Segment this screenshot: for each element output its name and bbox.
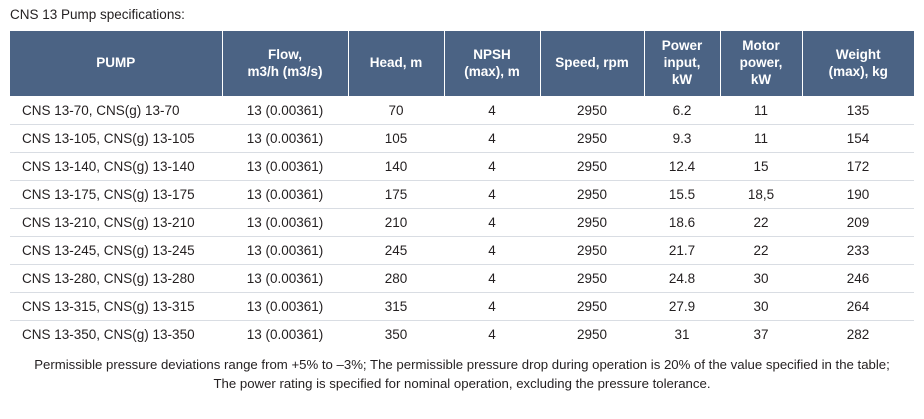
cell-power-input: 12.4 [644, 152, 720, 180]
cell-speed: 2950 [540, 236, 644, 264]
cell-npsh: 4 [444, 208, 540, 236]
cell-flow: 13 (0.00361) [222, 208, 348, 236]
cell-head: 210 [348, 208, 444, 236]
column-header-speed: Speed, rpm [540, 31, 644, 96]
cell-head: 140 [348, 152, 444, 180]
cell-weight: 172 [802, 152, 914, 180]
cell-npsh: 4 [444, 180, 540, 208]
cell-speed: 2950 [540, 320, 644, 348]
cell-flow: 13 (0.00361) [222, 124, 348, 152]
cell-pump: CNS 13-350, CNS(g) 13-350 [10, 320, 222, 348]
cell-power-input: 15.5 [644, 180, 720, 208]
cell-speed: 2950 [540, 152, 644, 180]
cell-motor-power: 22 [720, 208, 802, 236]
cell-speed: 2950 [540, 124, 644, 152]
cell-speed: 2950 [540, 208, 644, 236]
column-header-npsh: NPSH (max), m [444, 31, 540, 96]
cell-weight: 233 [802, 236, 914, 264]
cell-head: 315 [348, 292, 444, 320]
cell-flow: 13 (0.00361) [222, 152, 348, 180]
cell-pump: CNS 13-315, CNS(g) 13-315 [10, 292, 222, 320]
cell-pump: CNS 13-70, CNS(g) 13-70 [10, 96, 222, 124]
table-row [10, 292, 914, 320]
cell-pump: CNS 13-210, CNS(g) 13-210 [10, 208, 222, 236]
cell-npsh: 4 [444, 96, 540, 124]
cell-motor-power: 15 [720, 152, 802, 180]
cell-power-input: 31 [644, 320, 720, 348]
cell-npsh: 4 [444, 264, 540, 292]
cell-weight: 209 [802, 208, 914, 236]
cell-head: 70 [348, 96, 444, 124]
column-header-power-input: Power input, kW [644, 31, 720, 96]
column-header-motor-power: Motor power, kW [720, 31, 802, 96]
pump-specifications-table [10, 31, 914, 348]
footnote-line-2: specified in the table; The power rating is specified for nominal operation, excluding the pressure tolerance. [213, 356, 890, 391]
table-body [10, 96, 914, 348]
column-header-flow: Flow, m3/h (m3/s) [222, 31, 348, 96]
cell-npsh: 4 [444, 124, 540, 152]
table-row [10, 180, 914, 208]
cell-weight: 246 [802, 264, 914, 292]
cell-flow: 13 (0.00361) [222, 180, 348, 208]
cell-weight: 264 [802, 292, 914, 320]
cell-speed: 2950 [540, 180, 644, 208]
table-row [10, 124, 914, 152]
table-row [10, 208, 914, 236]
cell-motor-power: 30 [720, 292, 802, 320]
cell-flow: 13 (0.00361) [222, 320, 348, 348]
footnote-line-1: Permissible pressure deviations range from +5% to –3%; The permissible pressure drop during operation is 20% of the value [34, 356, 763, 372]
column-header-pump: PUMP [10, 31, 222, 96]
cell-npsh: 4 [444, 292, 540, 320]
footnote [0, 348, 924, 393]
cell-head: 105 [348, 124, 444, 152]
cell-weight: 282 [802, 320, 914, 348]
cell-motor-power: 18,5 [720, 180, 802, 208]
cell-speed: 2950 [540, 96, 644, 124]
cell-power-input: 9.3 [644, 124, 720, 152]
cell-speed: 2950 [540, 292, 644, 320]
column-header-head: Head, m [348, 31, 444, 96]
cell-flow: 13 (0.00361) [222, 96, 348, 124]
cell-head: 280 [348, 264, 444, 292]
cell-npsh: 4 [444, 320, 540, 348]
cell-head: 245 [348, 236, 444, 264]
cell-pump: CNS 13-105, CNS(g) 13-105 [10, 124, 222, 152]
cell-power-input: 18.6 [644, 208, 720, 236]
cell-npsh: 4 [444, 236, 540, 264]
cell-pump: CNS 13-245, CNS(g) 13-245 [10, 236, 222, 264]
cell-motor-power: 11 [720, 96, 802, 124]
cell-pump: CNS 13-175, CNS(g) 13-175 [10, 180, 222, 208]
table-header [10, 31, 914, 96]
cell-weight: 135 [802, 96, 914, 124]
cell-weight: 154 [802, 124, 914, 152]
page-title: CNS 13 Pump specifications: [10, 7, 185, 22]
table-row [10, 320, 914, 348]
cell-head: 350 [348, 320, 444, 348]
cell-motor-power: 22 [720, 236, 802, 264]
cell-flow: 13 (0.00361) [222, 264, 348, 292]
table-header-row [10, 31, 914, 96]
table-row [10, 152, 914, 180]
cell-pump: CNS 13-140, CNS(g) 13-140 [10, 152, 222, 180]
cell-flow: 13 (0.00361) [222, 236, 348, 264]
cell-power-input: 21.7 [644, 236, 720, 264]
cell-power-input: 24.8 [644, 264, 720, 292]
cell-head: 175 [348, 180, 444, 208]
table-row [10, 96, 914, 124]
cell-motor-power: 11 [720, 124, 802, 152]
cell-npsh: 4 [444, 152, 540, 180]
cell-weight: 190 [802, 180, 914, 208]
column-header-weight: Weight (max), kg [802, 31, 914, 96]
cell-power-input: 6.2 [644, 96, 720, 124]
table-row [10, 264, 914, 292]
table-row [10, 236, 914, 264]
cell-pump: CNS 13-280, CNS(g) 13-280 [10, 264, 222, 292]
cell-flow: 13 (0.00361) [222, 292, 348, 320]
cell-speed: 2950 [540, 264, 644, 292]
cell-power-input: 27.9 [644, 292, 720, 320]
cell-motor-power: 37 [720, 320, 802, 348]
cell-motor-power: 30 [720, 264, 802, 292]
